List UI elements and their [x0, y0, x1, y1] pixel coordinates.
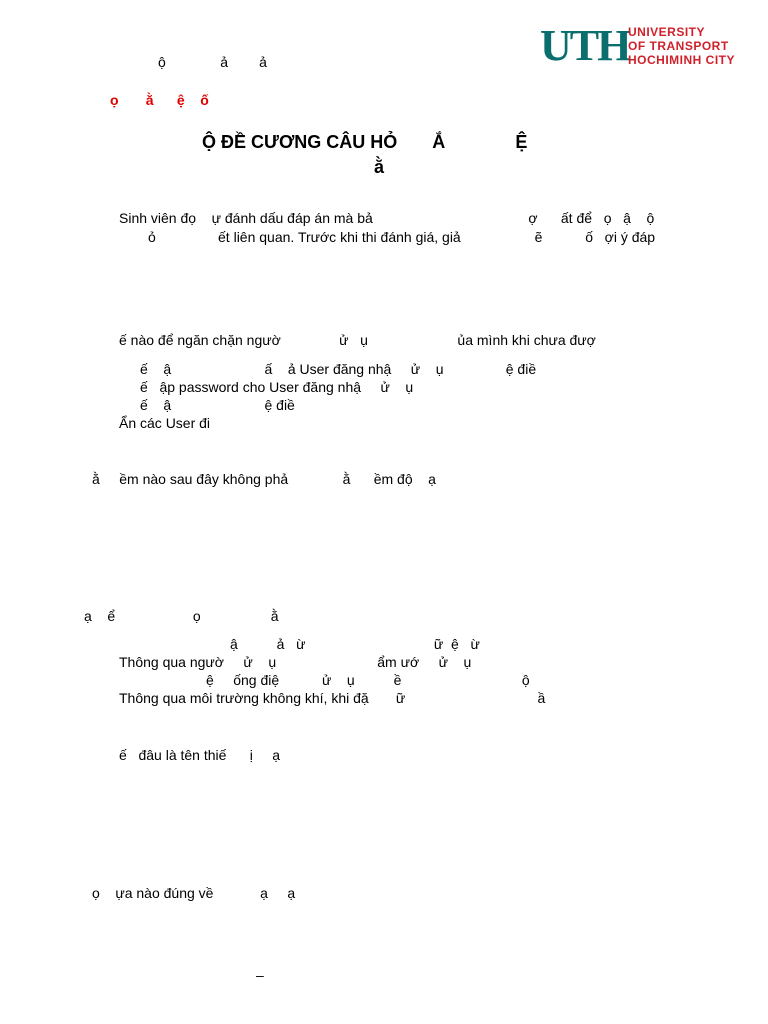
logo-line-1: UNIVERSITY [628, 25, 706, 39]
question-5: ọ ựa nào đúng về ạ ạ [92, 885, 296, 901]
question-3-option-4: Thông qua môi trường không khí, khi đặ ữ ầ [119, 690, 546, 706]
footer-dash: – [256, 967, 264, 983]
header-line-2: ọ ằ ệ ố [110, 92, 209, 108]
question-2: ằ ềm nào sau đây không phả ằ ềm độ ạ [92, 471, 436, 487]
document-title-line-1: Ộ ĐỀ CƯƠNG CÂU HỎ Ắ Ệ [202, 132, 528, 152]
university-logo [540, 21, 740, 70]
question-3-option-2: Thông qua ngườ ử ụ ẩm ướ ử ụ [119, 654, 472, 670]
question-1-option-4: Ẩn các User đi [119, 415, 211, 431]
document-title-line-2: ằ [374, 157, 385, 177]
intro-line-1: Sinh viên đọ ự đánh dấu đáp án mà bả ợ ất để ọ ậ ộ [119, 210, 655, 226]
question-1-option-2: ế ập password cho User đăng nhậ ử ụ [140, 379, 414, 395]
logo-line-3: HOCHIMINH CITY [628, 53, 735, 67]
logo-monogram: UTH [540, 21, 630, 70]
question-1: ế nào để ngăn chặn ngườ ử ụ ủa mình khi chưa đượ [119, 332, 596, 348]
question-1-option-1: ế ậ ấ ả User đăng nhậ ử ụ ệ điề [140, 361, 537, 377]
question-3-option-3: ệ ống điệ ử ụ ề ộ [206, 672, 530, 688]
header-line-1: ộ ả ả [158, 54, 267, 70]
logo-line-2: OF TRANSPORT [628, 39, 729, 53]
question-3: ạ ể ọ ằ [84, 608, 279, 624]
question-3-option-1: ậ ả ừ ữ ệ ừ [230, 636, 480, 652]
question-4: ế đâu là tên thiế ị ạ [119, 747, 281, 763]
logo-university-name [628, 25, 735, 67]
question-1-option-3: ế ậ ệ điề [140, 397, 295, 413]
intro-line-2: ỏ ết liên quan. Trước khi thi đánh giá, giả ẽ ố ợi ý đáp [148, 229, 656, 245]
